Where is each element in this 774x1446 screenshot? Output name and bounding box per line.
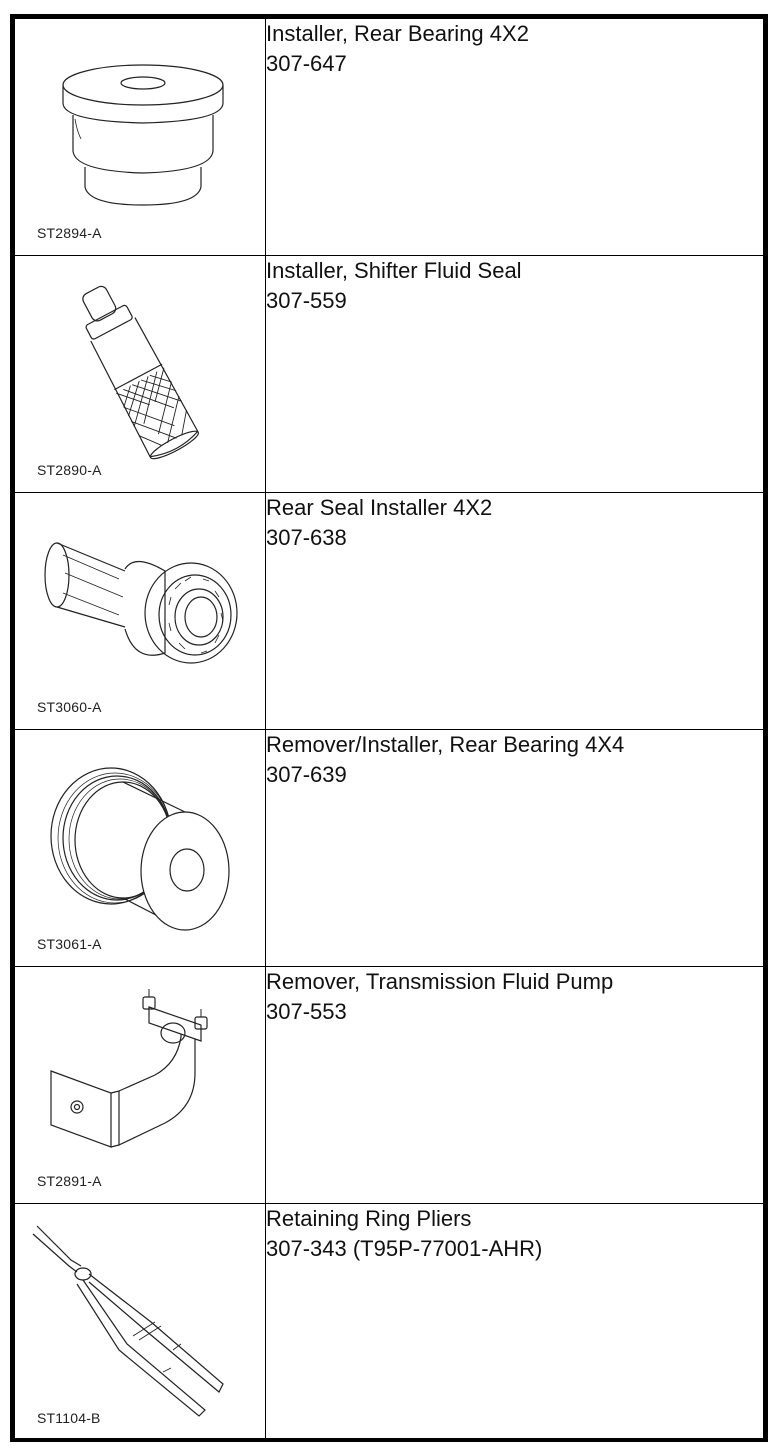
tool-row: [15, 1204, 764, 1441]
tool-number: 307-553: [266, 999, 347, 1024]
tool-description-cell: [266, 730, 764, 967]
special-tools-table-frame: [10, 14, 768, 1442]
tool-name: Retaining Ring Pliers: [266, 1206, 472, 1231]
rear-bearing-installer-icon: [15, 19, 265, 255]
tool-description-cell: [266, 256, 764, 493]
tool-name: Remover, Transmission Fluid Pump: [266, 969, 614, 994]
tool-illustration-cell: [15, 493, 266, 730]
retaining-ring-pliers-icon: [15, 1204, 265, 1440]
tool-row: [15, 19, 764, 256]
tool-row: [15, 493, 764, 730]
fluid-pump-remover-icon: [15, 967, 265, 1203]
shifter-seal-installer-icon: [15, 256, 265, 492]
tool-number: 307-559: [266, 288, 347, 313]
tool-illustration-cell: [15, 19, 266, 256]
tool-name: Remover/Installer, Rear Bearing 4X4: [266, 732, 625, 757]
tool-number: 307-647: [266, 51, 347, 76]
tool-illustration-cell: [15, 1204, 266, 1441]
figure-code: ST2894-A: [37, 225, 102, 241]
tool-description-cell: [266, 19, 764, 256]
tool-row: [15, 967, 764, 1204]
tool-name: Installer, Shifter Fluid Seal: [266, 258, 522, 283]
tool-description-cell: [266, 967, 764, 1204]
figure-code: ST2891-A: [37, 1173, 102, 1189]
tool-row: [15, 256, 764, 493]
tool-number: 307-343 (T95P-77001-AHR): [266, 1236, 543, 1261]
tool-description-cell: [266, 493, 764, 730]
special-tools-table: [14, 18, 764, 1441]
tool-row: [15, 730, 764, 967]
tool-illustration-cell: [15, 730, 266, 967]
tool-illustration-cell: [15, 256, 266, 493]
tool-illustration-cell: [15, 967, 266, 1204]
figure-code: ST2890-A: [37, 462, 102, 478]
bearing-remover-installer-icon: [15, 730, 265, 966]
figure-code: ST1104-B: [37, 1410, 101, 1426]
tool-name: Rear Seal Installer 4X2: [266, 495, 493, 520]
tool-description-cell: [266, 1204, 764, 1441]
tool-number: 307-638: [266, 525, 347, 550]
figure-code: ST3061-A: [37, 936, 102, 952]
tool-name: Installer, Rear Bearing 4X2: [266, 21, 529, 46]
figure-code: ST3060-A: [37, 699, 102, 715]
rear-seal-installer-icon: [15, 493, 265, 729]
tool-number: 307-639: [266, 762, 347, 787]
